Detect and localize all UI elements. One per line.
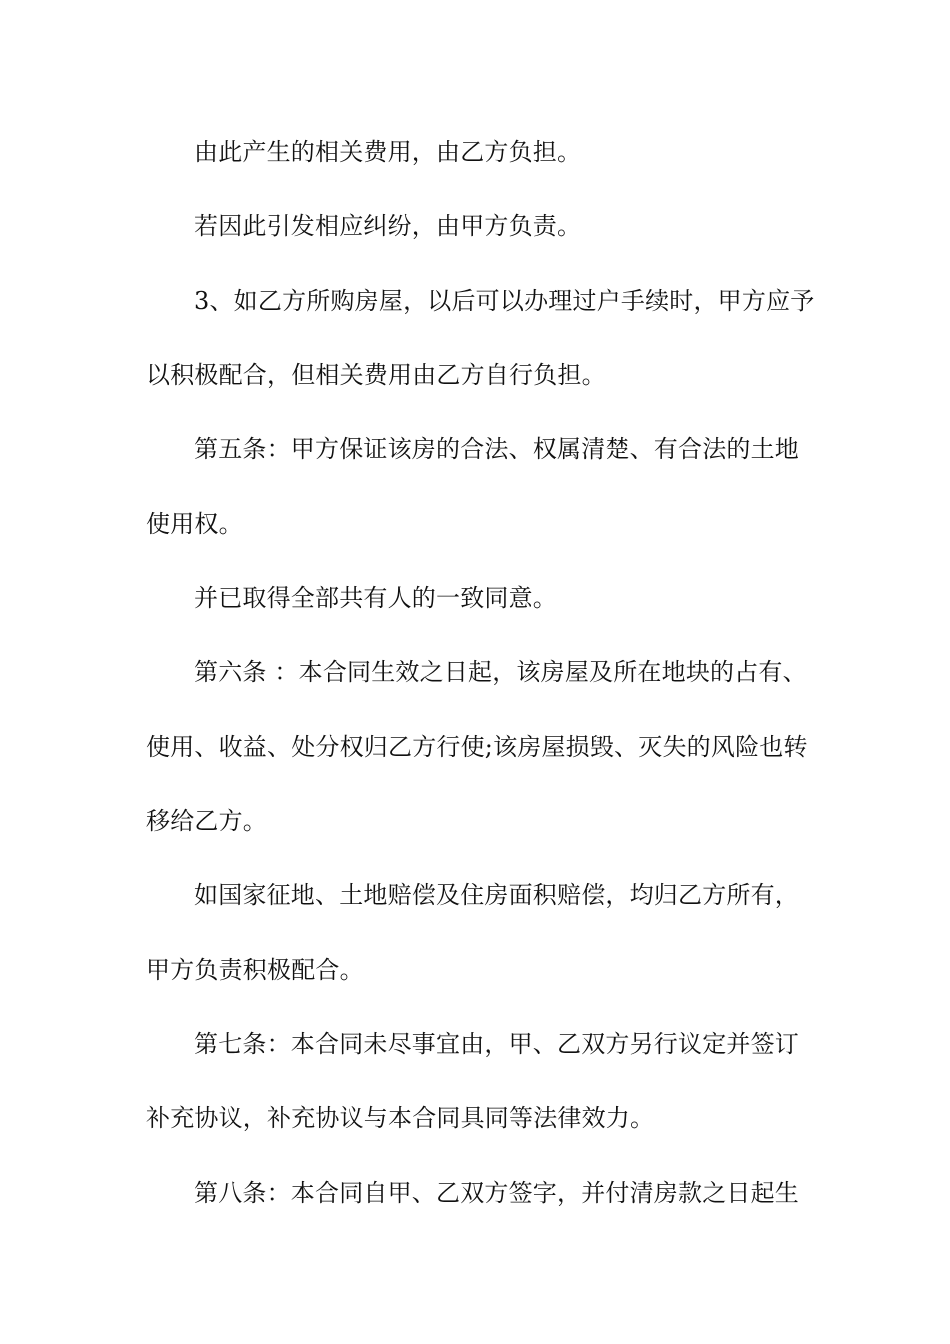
paragraph-line-8: 第六条 ：本合同生效之日起，该房屋及所在地块的占有、 [194, 658, 807, 686]
paragraph-line-5: 第五条：甲方保证该房的合法、权属清楚、有合法的土地 [194, 435, 799, 463]
paragraph-line-10: 移给乙方。 [146, 807, 267, 835]
paragraph-line-4: 以积极配合，但相关费用由乙方自行负担。 [146, 361, 606, 389]
paragraph-line-1: 由此产生的相关费用，由乙方负担。 [194, 138, 582, 166]
paragraph-line-6: 使用权。 [146, 510, 243, 538]
paragraph-line-15: 第八条：本合同自甲、乙双方签字，并付清房款之日起生 [194, 1179, 799, 1207]
paragraph-line-14: 补充协议，补充协议与本合同具同等法律效力。 [146, 1104, 655, 1132]
paragraph-line-7: 并已取得全部共有人的一致同意。 [194, 584, 557, 612]
paragraph-line-2: 若因此引发相应纠纷，由甲方负责。 [194, 212, 582, 240]
paragraph-line-13: 第七条：本合同未尽事宜由，甲、乙双方另行议定并签订 [194, 1030, 799, 1058]
paragraph-line-12: 甲方负责积极配合。 [146, 956, 364, 984]
paragraph-line-9: 使用、收益、处分权归乙方行使;该房屋损毁、灭失的风险也转 [146, 733, 808, 761]
paragraph-line-11: 如国家征地、土地赔偿及住房面积赔偿，均归乙方所有， [194, 881, 799, 909]
paragraph-line-3: 3、如乙方所购房屋，以后可以办理过户手续时，甲方应予 [194, 287, 815, 315]
